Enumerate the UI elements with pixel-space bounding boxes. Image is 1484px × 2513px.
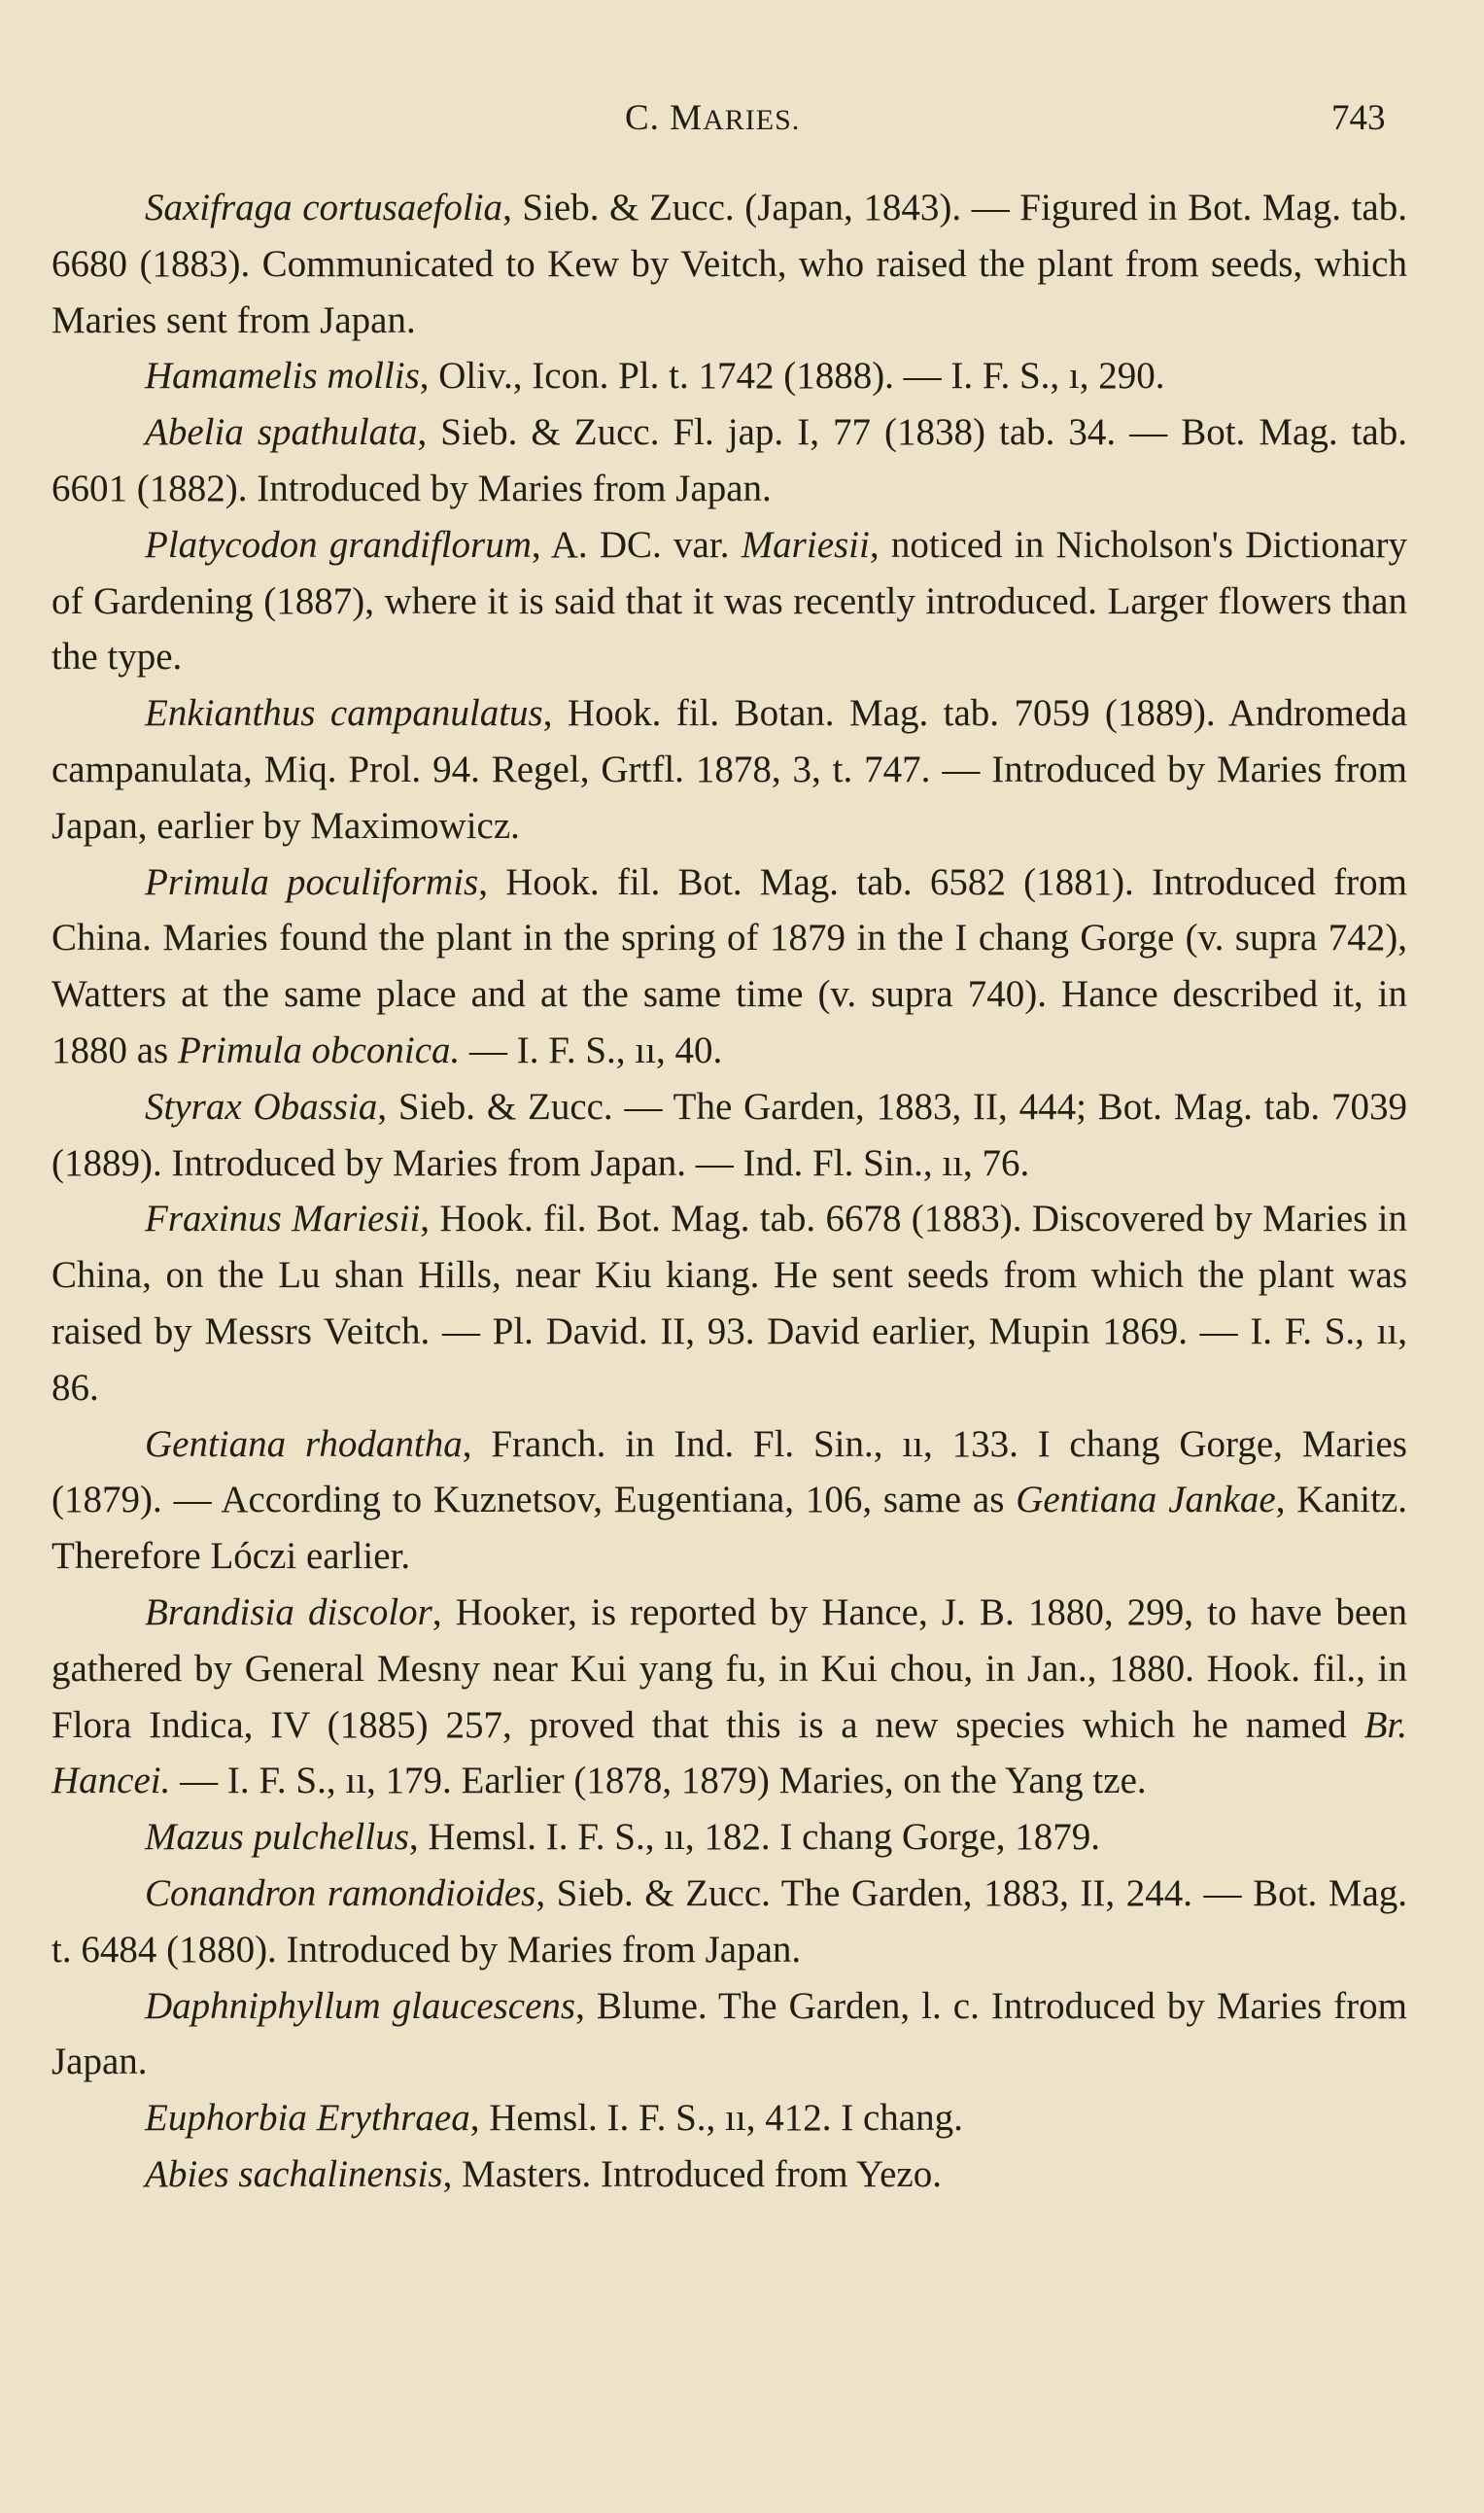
entry-paragraph — [52, 1809, 1407, 1866]
entry-text: , Masters. Introduced from Yezo. — [442, 2152, 942, 2195]
species-name: Mazus pulchellus — [145, 1816, 409, 1859]
entry-paragraph — [52, 855, 1407, 1079]
species-name: Hamamelis mollis — [145, 355, 420, 398]
entry-text-continued: , Kanitz. Therefore Lóczi earlier. — [52, 1479, 1407, 1578]
entry-text: , Hook. fil. Botan. Mag. tab. 7059 (1889). Andromeda campanulata, Miq. Prol. 94. Regel, Grtfl. 1878, 3, t. 747. — Introduced by Maries from Japan, earlier by Maximowicz. — [52, 692, 1408, 847]
entry-text: , Franch. in Ind. Fl. Sin., ıı, 133. I chang Gorge, Maries (1879). — According to Kuznetsov, Eugentiana, 106, same as — [52, 1422, 1407, 1521]
entry-text: , Sieb. & Zucc. Fl. jap. I, 77 (1838) tab. 34. — Bot. Mag. tab. 6601 (1882). Introduced by Maries from Japan. — [52, 411, 1407, 509]
entry-paragraph — [52, 2147, 1407, 2203]
entry-text: , Hemsl. I. F. S., ıı, 412. I chang. — [469, 2097, 963, 2140]
page-header — [0, 89, 1484, 148]
entry-paragraph — [52, 1978, 1407, 2091]
entry-paragraph — [52, 1416, 1407, 1585]
entry-text: , Hook. fil. Bot. Mag. tab. 6678 (1883). Discovered by Maries in China, on the Lu shan Hills, near Kiu kiang. He sent seeds from which the plant was raised by Messrs Veitch. — Pl. David. II, 93. David earlier, Mupin 1869. — I. F. S., ıı, 86. — [52, 1198, 1407, 1409]
entry-paragraph — [52, 2090, 1407, 2147]
entry-paragraph — [52, 404, 1407, 517]
synonym-name: Primula obconica. — [178, 1029, 461, 1071]
entry-text: , Blume. The Garden, l. c. Introduced by Maries from Japan. — [52, 1984, 1407, 2083]
entry-text: , Hooker, is reported by Hance, J. B. 1880, 299, to have been gathered by General Mesny near Kui yang fu, in Kui chou, in Jan., 1880. Hook. fil., in Flora Indica, IV (1885) 257, proved that this is a new species which he named — [52, 1590, 1407, 1746]
entry-text: , Sieb. & Zucc. (Japan, 1843). — Figured in Bot. Mag. tab. 6680 (1883). Communicated to Kew by Veitch, who raised the plant from seeds, which Maries sent from Japan. — [52, 187, 1407, 341]
running-title-rest: ARIES. — [703, 104, 801, 136]
synonym-name: Gentiana Jankae — [1016, 1479, 1276, 1521]
entry-paragraph — [52, 685, 1407, 854]
entry-paragraph — [52, 1866, 1407, 1978]
species-name: Primula poculiformis — [145, 860, 479, 903]
entry-text: , Oliv., Icon. Pl. t. 1742 (1888). — I. F. S., ı, 290. — [419, 355, 1165, 398]
entry-paragraph — [52, 1585, 1407, 1809]
running-title-initial: C. M — [625, 98, 704, 138]
entry-text: , Sieb. & Zucc. The Garden, 1883, II, 244. — Bot. Mag. t. 6484 (1880). Introduced by Maries from Japan. — [52, 1871, 1408, 1971]
species-name: Daphniphyllum glaucescens — [145, 1984, 576, 2027]
page-body — [52, 180, 1407, 2203]
species-name: Abies sachalinensis — [145, 2152, 443, 2195]
entry-text: , Sieb. & Zucc. — The Garden, 1883, II, 444; Bot. Mag. tab. 7039 (1889). Introduced by Maries from Japan. — Ind. Fl. Sin., ıı, 76. — [52, 1085, 1407, 1184]
species-name: Platycodon grandiflorum — [145, 523, 532, 566]
entry-text: , Hook. fil. Bot. Mag. tab. 6582 (1881). Introduced from China. Maries found the plant in the spring of 1879 in the I chang Gorge (v. supra 742), Watters at the same place and at the same time (v. supra 740). Hance described it, in 1880 as — [52, 860, 1407, 1071]
entry-paragraph — [52, 517, 1407, 685]
page-number: 743 — [1331, 98, 1386, 138]
entry-paragraph — [52, 180, 1407, 348]
entry-text-continued: , noticed in Nicholson's Dictionary of Gardening (1887), where it is said that it was recently introduced. Larger flowers than the type. — [52, 523, 1407, 679]
synonym-name: Br. Hancei. — [52, 1703, 1407, 1802]
species-name: Saxifraga cortusaefolia — [145, 187, 503, 228]
entry-text-continued: — I. F. S., ıı, 40. — [460, 1029, 723, 1071]
species-name: Brandisia discolor — [145, 1590, 432, 1633]
species-name: Euphorbia Erythraea — [145, 2097, 470, 2140]
variety-name: Mariesii — [741, 523, 870, 566]
species-name: Gentiana rhodantha — [145, 1422, 463, 1465]
entry-paragraph — [52, 1079, 1407, 1192]
entry-paragraph — [52, 1191, 1407, 1415]
species-name: Conandron ramondioides — [145, 1871, 536, 1914]
species-name: Enkianthus campanulatus — [145, 692, 543, 735]
entry-text-continued: — I. F. S., ıı, 179. Earlier (1878, 1879) Maries, on the Yang tze. — [170, 1760, 1147, 1802]
species-name: Styrax Obassia — [145, 1085, 378, 1128]
entry-text: , Hemsl. I. F. S., ıı, 182. I chang Gorge, 1879. — [408, 1816, 1101, 1859]
entry-paragraph — [52, 348, 1407, 404]
entry-text: , A. DC. var. — [531, 523, 742, 566]
running-title — [625, 97, 800, 139]
species-name: Abelia spathulata — [145, 411, 418, 454]
species-name: Fraxinus Mariesii — [145, 1198, 421, 1240]
